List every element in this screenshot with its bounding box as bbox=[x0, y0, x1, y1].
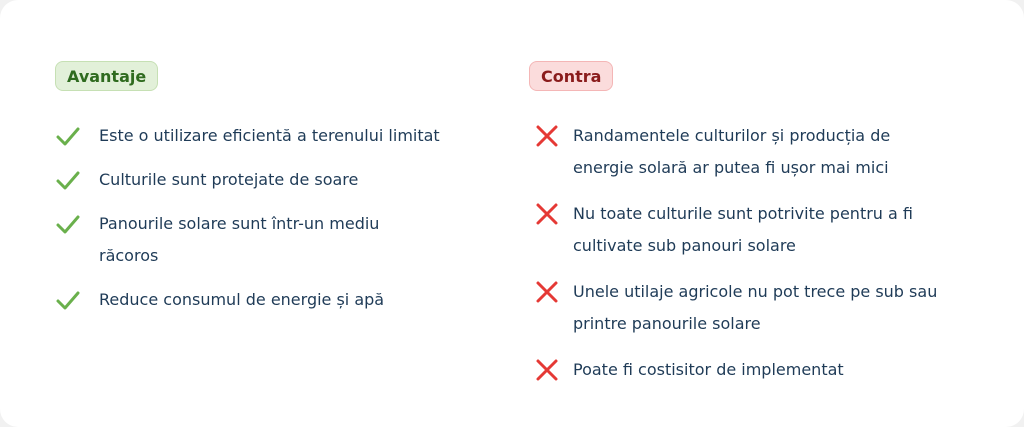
cons-column bbox=[529, 61, 989, 400]
pros-item bbox=[55, 120, 495, 152]
pros-list bbox=[55, 120, 495, 316]
cons-item-text: Nu toate culturile sunt potrivite pentru a fi cultivate sub panouri solare bbox=[573, 204, 913, 255]
pros-item-text: Culturile sunt protejate de soare bbox=[99, 170, 359, 189]
pros-item bbox=[55, 164, 495, 196]
pros-item-text: Reduce consumul de energie și apă bbox=[99, 290, 385, 309]
cons-list bbox=[529, 120, 989, 386]
cons-item bbox=[529, 198, 973, 262]
cross-icon bbox=[535, 202, 559, 226]
check-icon bbox=[55, 168, 81, 192]
cons-item-text: Randamentele culturilor și producția de energie solară ar putea fi ușor mai mici bbox=[573, 126, 891, 177]
cross-icon bbox=[535, 124, 559, 148]
cons-heading-badge: Contra bbox=[529, 61, 613, 91]
check-icon bbox=[55, 124, 81, 148]
check-icon bbox=[55, 212, 81, 236]
cons-item-text: Unele utilaje agricole nu pot trece pe sub sau printre panourile solare bbox=[573, 282, 938, 333]
cons-item bbox=[529, 120, 943, 184]
pros-item-text: Panourile solare sunt într-un mediu răcoros bbox=[99, 214, 380, 265]
cons-item-text: Poate fi costisitor de implementat bbox=[573, 360, 844, 379]
pros-column bbox=[55, 61, 495, 328]
cons-item bbox=[529, 276, 973, 340]
pros-item-text: Este o utilizare eficientă a terenului limitat bbox=[99, 126, 440, 145]
cons-item bbox=[529, 354, 989, 386]
cross-icon bbox=[535, 280, 559, 304]
check-icon bbox=[55, 288, 81, 312]
pros-heading-badge: Avantaje bbox=[55, 61, 158, 91]
pros-item bbox=[55, 284, 495, 316]
cross-icon bbox=[535, 358, 559, 382]
pros-item bbox=[55, 208, 389, 272]
